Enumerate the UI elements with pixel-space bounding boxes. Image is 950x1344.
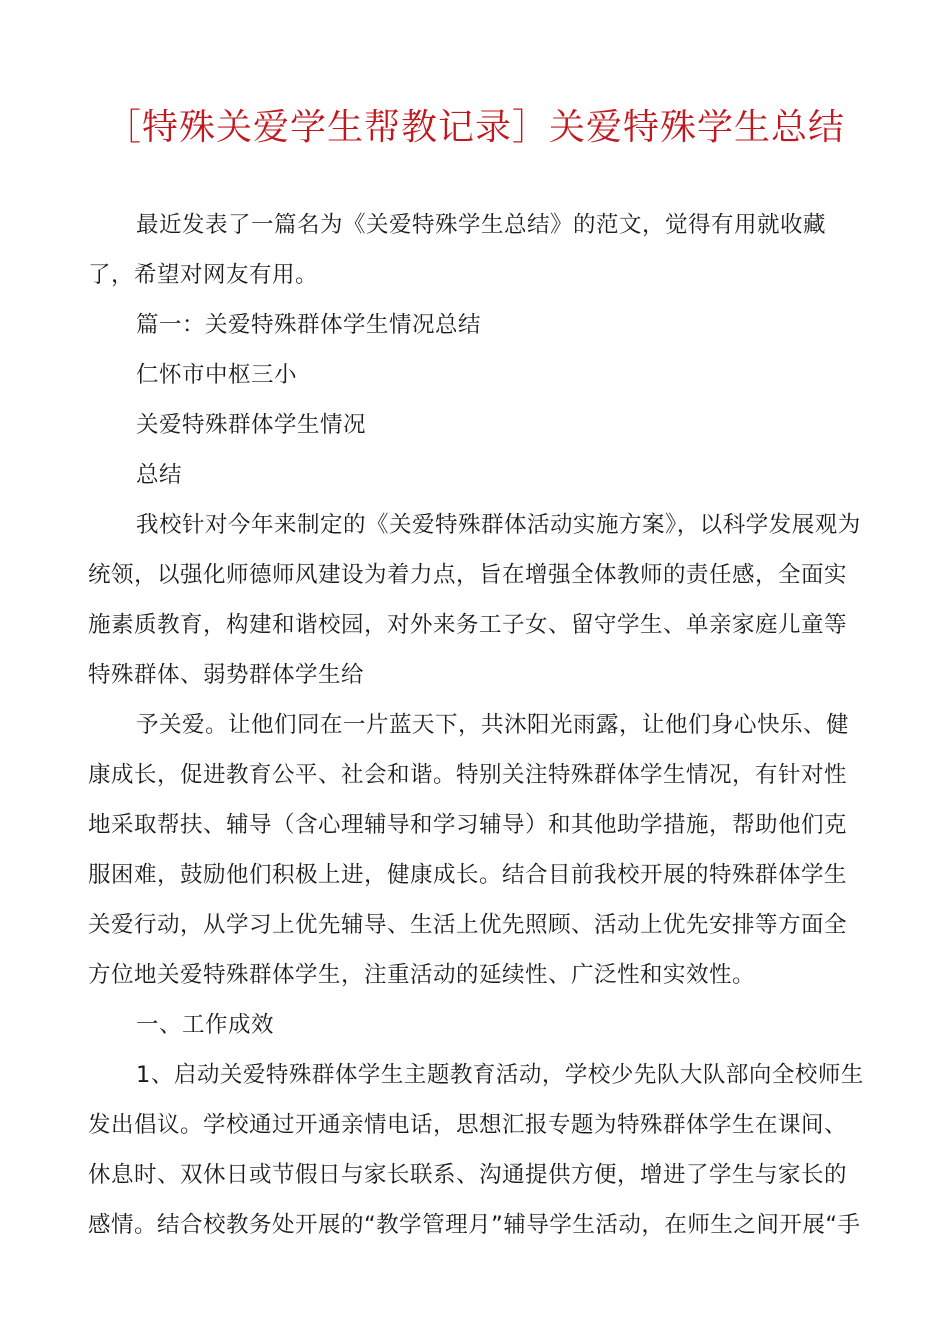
document-body <box>88 200 868 1250</box>
body-paragraph: 予关爱。让他们同在一片蓝天下，共沐阳光雨露，让他们身心快乐、健康成长，促进教育公平、社会和谐。特别关注特殊群体学生情况，有针对性地采取帮扶、辅导（含心理辅导和学习辅导）和其他助学措施，帮助他们克服困难，鼓励他们积极上进，健康成长。结合目前我校开展的特殊群体学生关爱行动，从学习上优先辅导、生活上优先照顾、活动上优先安排等方面全方位地关爱特殊群体学生，注重活动的延续性、广泛性和实效性。 <box>88 712 850 988</box>
section-heading: 篇一：关爱特殊群体学生情况总结 <box>136 312 482 338</box>
body-paragraph: 1、启动关爱特殊群体学生主题教育活动，学校少先队大队部向全校师生发出倡议。学校通过开通亲情电话，思想汇报专题为特殊群体学生在课间、休息时、双休日或节假日与家长联系、沟通提供方便，增进了学生与家长的感情。结合校教务处开展的“教学管理月”辅导学生活动，在师生之间开展“手 <box>88 1062 864 1238</box>
document-title: ［特殊关爱学生帮教记录］关爱特殊学生总结 <box>104 107 845 148</box>
report-subtitle: 关爱特殊群体学生情况 <box>136 412 367 438</box>
intro-paragraph: 最近发表了一篇名为《关爱特殊学生总结》的范文，觉得有用就收藏了，希望对网友有用。 <box>88 212 827 288</box>
school-name: 仁怀市中枢三小 <box>136 362 298 388</box>
body-paragraph: 我校针对今年来制定的《关爱特殊群体活动实施方案》，以科学发展观为统领，以强化师德师风建设为着力点，旨在增强全体教师的责任感，全面实施素质教育，构建和谐校园，对外来务工子女、留守学生、单亲家庭儿童等特殊群体、弱势群体学生给 <box>88 512 861 688</box>
report-subtitle-cont: 总结 <box>136 462 183 488</box>
section-heading: 一、工作成效 <box>136 1012 275 1038</box>
